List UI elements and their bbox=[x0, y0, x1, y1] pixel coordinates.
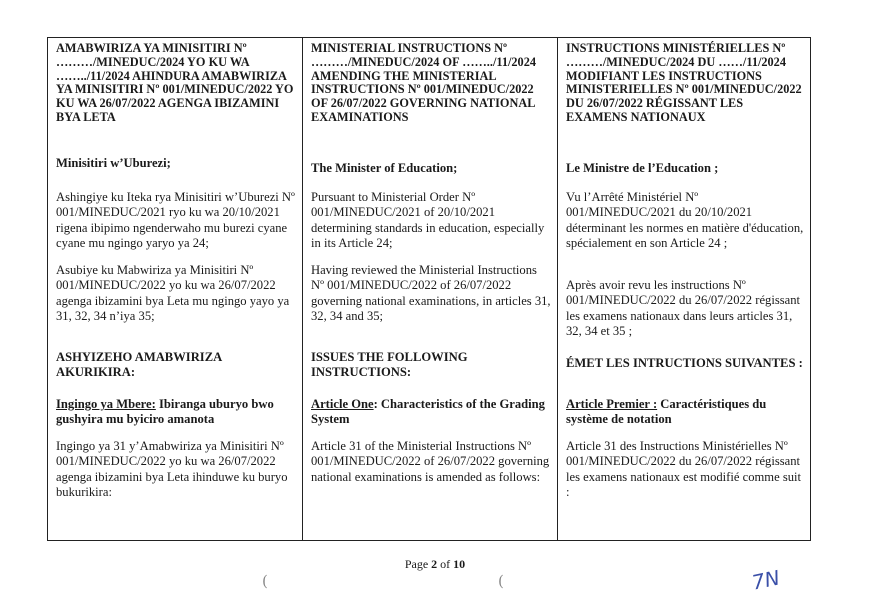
english-article-heading bbox=[311, 397, 551, 428]
french-authority: Le Ministre de l’Education ; bbox=[566, 161, 719, 175]
page-number bbox=[0, 557, 870, 572]
french-title: INSTRUCTIONS MINISTÉRIELLES Nº ………/MINEDUC/2024 DU ……/11/2024 MODIFIANT LES INSTRUCTIONS MINISTERIELLES Nº 001/MINEDUC/2022 DU 26/07/2022 RÉGISSANT LES EXAMENS NATIONAUX bbox=[566, 41, 802, 124]
kinyarwanda-title: AMABWIRIZA YA MINISITIRI Nº ………/MINEDUC/2024 YO KU WA ……../11/2024 AHINDURA AMABWIRIZA YA MINISITIRI Nº 001/MINEDUC/2022 YO KU WA 26/07/2022 AGENGA IBIZAMINI BYA LETA bbox=[56, 41, 294, 124]
english-column bbox=[303, 38, 558, 540]
kinyarwanda-authority: Minisitiri w’Uburezi; bbox=[56, 156, 171, 170]
kinyarwanda-issues: ASHYIZEHO AMABWIRIZA AKURIKIRA: bbox=[56, 350, 222, 380]
kinyarwanda-pursuant: Ashingiye ku Iteka rya Minisitiri w’Uburezi Nº 001/MINEDUC/2021 ryo ku wa 20/10/2021 rigena ibipimo ngenderwaho mu burezi cyane cyane mu ngingo yaryo ya 24; bbox=[56, 190, 295, 251]
kinyarwanda-column bbox=[48, 38, 303, 540]
french-article-heading bbox=[566, 397, 804, 428]
french-reviewed: Après avoir revu les instructions Nº 001/MINEDUC/2022 du 26/07/2022 régissant les examens nationaux dans leurs articles 31, 32, 34 et 35 ; bbox=[566, 278, 801, 339]
trilingual-table bbox=[47, 37, 811, 541]
french-article-body: Article 31 des Instructions Ministérielles Nº 001/MINEDUC/2022 du 26/07/2022 régissant les examens nationaux est modifié comme suit : bbox=[566, 439, 802, 500]
french-issues: ÉMET LES INTRUCTIONS SUIVANTES : bbox=[566, 356, 803, 370]
english-pursuant: Pursuant to Ministerial Order Nº 001/MINEDUC/2021 of 20/10/2021 determining standards in education, especially in its Article 24; bbox=[311, 190, 545, 251]
page-current: 2 bbox=[431, 557, 438, 571]
kinyarwanda-reviewed: Asubiye ku Mabwiriza ya Minisitiri Nº 001/MINEDUC/2022 yo ku wa 26/07/2022 agenga ibizamini bya Leta mu ngingo yayo ya 31, 32, 34 n’iya 35; bbox=[56, 263, 290, 324]
page-total: 10 bbox=[453, 557, 466, 571]
kinyarwanda-article-label: Ingingo ya Mbere: bbox=[56, 397, 156, 411]
english-issues: ISSUES THE FOLLOWING INSTRUCTIONS: bbox=[311, 350, 468, 380]
handwritten-initials: 7N bbox=[749, 565, 782, 595]
french-article-label: Article Premier : bbox=[566, 397, 658, 411]
english-authority: The Minister of Education; bbox=[311, 161, 458, 175]
page-of: of bbox=[437, 557, 454, 571]
english-article-title: : Characteristics of the Grading System bbox=[311, 397, 545, 427]
kinyarwanda-article-title: Ibiranga uburyo bwo gushyira mu byiciro amanota bbox=[56, 397, 274, 427]
kinyarwanda-article-body: Ingingo ya 31 y’Amabwiriza ya Minisitiri Nº 001/MINEDUC/2022 yo ku wa 26/07/2022 agenga ibizamini bya Leta ihinduwe ku buryo bukurikira: bbox=[56, 439, 288, 500]
french-column bbox=[558, 38, 810, 540]
page-prefix: Page bbox=[404, 557, 432, 571]
punch-hole-mark-right: ( bbox=[498, 572, 504, 590]
punch-hole-mark-left: ( bbox=[262, 572, 268, 590]
french-pursuant: Vu l’Arrêté Ministériel Nº 001/MINEDUC/2021 du 20/10/2021 déterminant les normes en matière d'éducation, spécialement en son Article 24 ; bbox=[566, 190, 804, 251]
kinyarwanda-article-heading bbox=[56, 397, 296, 428]
english-title: MINISTERIAL INSTRUCTIONS Nº ………/MINEDUC/2024 OF ……../11/2024 AMENDING THE MINISTERIAL INSTRUCTIONS Nº 001/MINEDUC/2022 OF 26/07/2022 GOVERNING NATIONAL EXAMINATIONS bbox=[311, 41, 536, 124]
english-reviewed: Having reviewed the Ministerial Instructions Nº 001/MINEDUC/2022 of 26/07/2022 governing national examinations, in articles 31, 32, 34 and 35; bbox=[311, 263, 551, 324]
english-article-body: Article 31 of the Ministerial Instructions Nº 001/MINEDUC/2022 of 26/07/2022 governing national examinations is amended as follows: bbox=[311, 439, 550, 484]
french-article-title: Caractéristiques du système de notation bbox=[566, 397, 767, 427]
english-article-label: Article One bbox=[311, 397, 374, 411]
